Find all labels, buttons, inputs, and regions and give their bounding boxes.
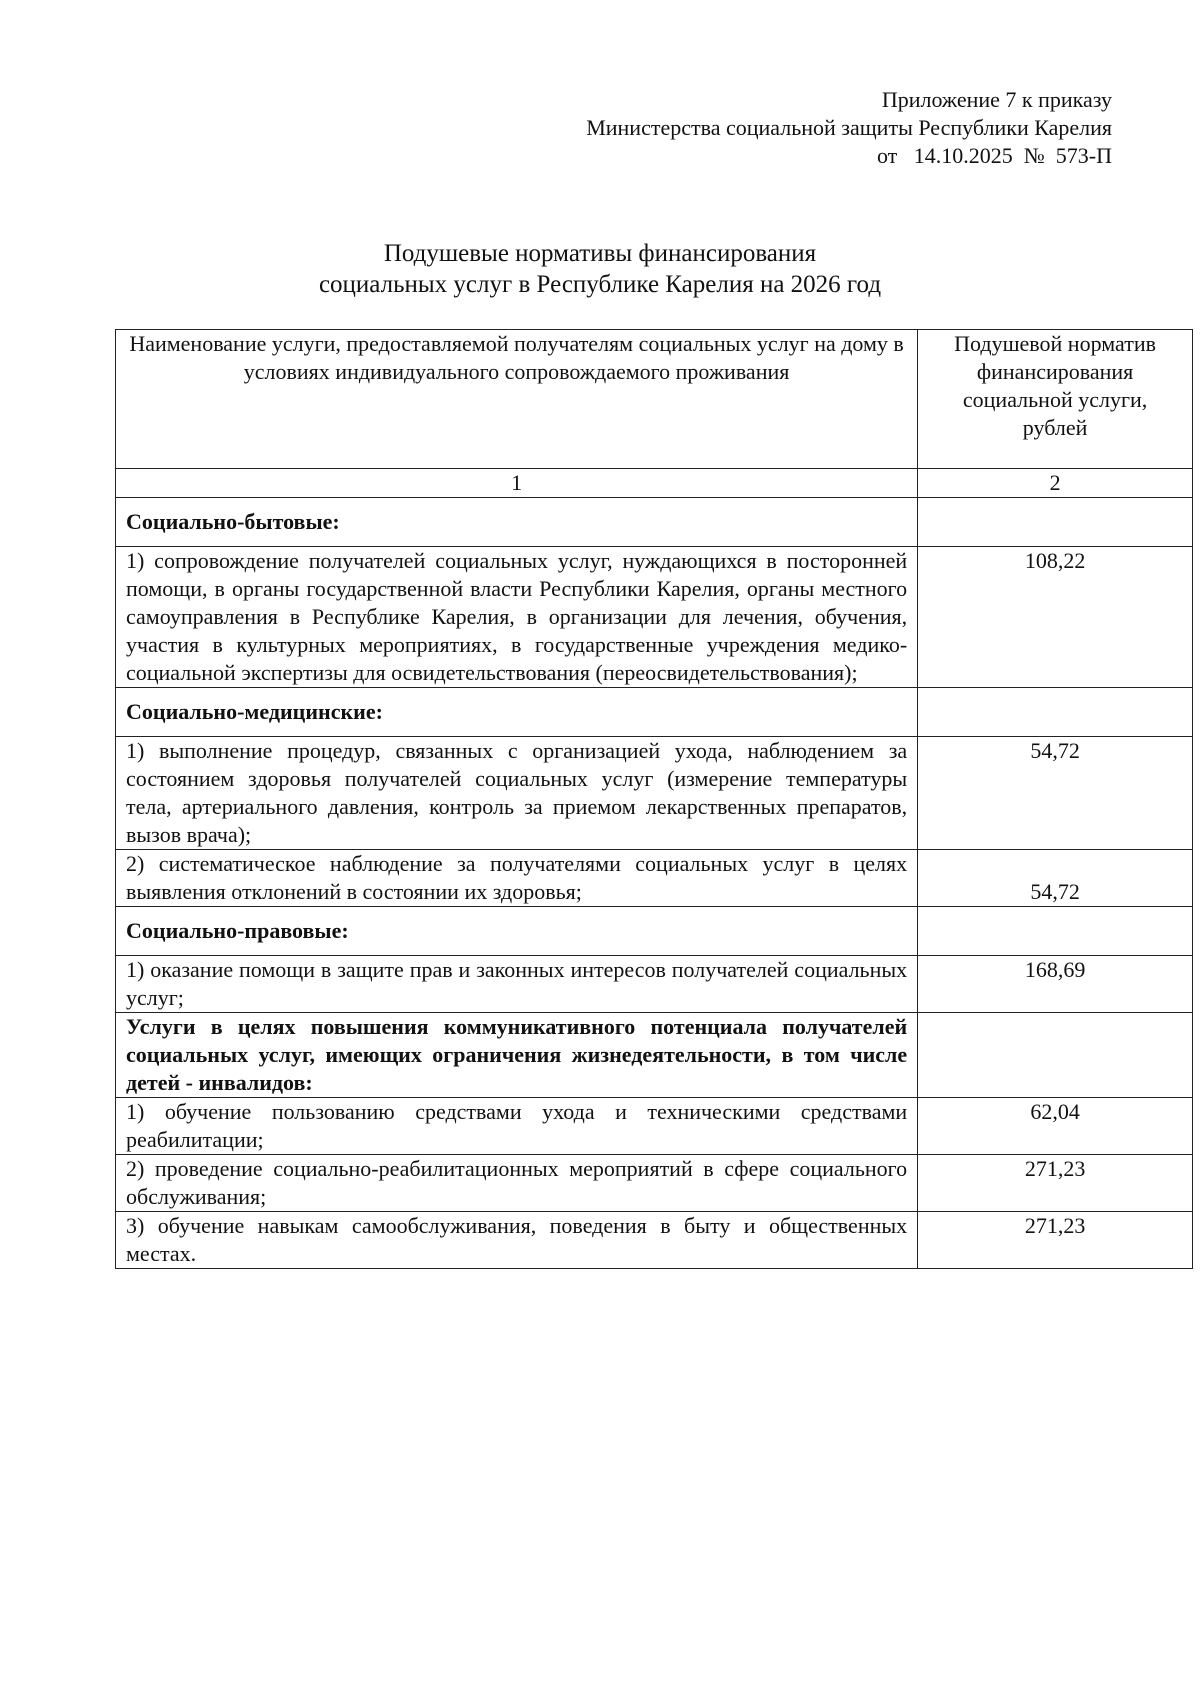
table-row (116, 1098, 1193, 1155)
service-name: 1) обучение пользованию средствами ухода и техническими средствами реабилитации; (116, 1098, 918, 1155)
service-name: 1) выполнение процедур, связанных с организацией ухода, наблюдением за состоянием здоровья получателей социальных услуг (измерение температуры тела, артериального давления, контроль за приемом лекарственных препаратов, вызов врача); (116, 737, 918, 850)
table-row (116, 737, 1193, 850)
appendix-line-3: от 14.10.2025 № 573-П (876, 143, 1112, 168)
service-norm-value: 54,72 (918, 850, 1193, 907)
category-title: Социально-медицинские: (116, 688, 918, 737)
category-row (116, 1013, 1193, 1098)
table-row (116, 956, 1193, 1013)
table-row (116, 1212, 1193, 1269)
title-line-1: Подушевые нормативы финансирования (383, 240, 817, 267)
table-header-row (116, 330, 1193, 469)
title-line-2: социальных услуг в Республике Карелия на 2026 год (318, 271, 882, 298)
table-row (116, 850, 1193, 907)
category-title: Социально-правовые: (116, 907, 918, 956)
service-name: 1) оказание помощи в защите прав и законных интересов получателей социальных услуг; (116, 956, 918, 1013)
service-norm-value: 108,22 (918, 547, 1193, 688)
service-name: 3) обучение навыкам самообслуживания, поведения в быту и общественных местах. (116, 1212, 918, 1269)
category-value-empty (918, 1013, 1193, 1098)
column-number-2: 2 (918, 469, 1193, 498)
service-norm-value: 62,04 (918, 1098, 1193, 1155)
header-service-name: Наименование услуги, предоставляемой получателям социальных услуг на дому в условиях индивидуального сопровождаемого проживания (116, 330, 918, 469)
header-norm: Подушевой норматив финансирования социальной услуги, рублей (918, 330, 1193, 469)
service-name: 2) систематическое наблюдение за получателями социальных услуг в целях выявления отклонений в состоянии их здоровья; (116, 850, 918, 907)
service-norm-value: 271,23 (918, 1155, 1193, 1212)
category-row (116, 498, 1193, 547)
service-norm-value: 271,23 (918, 1212, 1193, 1269)
category-row (116, 907, 1193, 956)
category-value-empty (918, 907, 1193, 956)
document-title (0, 238, 1200, 300)
table-row (116, 1155, 1193, 1212)
column-number-row (116, 469, 1193, 498)
appendix-line-1: Приложение 7 к приказу (881, 87, 1112, 112)
category-value-empty (918, 498, 1193, 547)
category-value-empty (918, 688, 1193, 737)
service-name: 1) сопровождение получателей социальных услуг, нуждающихся в посторонней помощи, в органы государственной власти Республики Карелия, органы местного самоуправления в Республике Карелия, в организации для лечения, обучения, участия в культурных мероприятиях, в государственные учреждения медико-социальной экспертизы для освидетельствования (переосвидетельствования); (116, 547, 918, 688)
service-name: 2) проведение социально-реабилитационных мероприятий в сфере социального обслуживания; (116, 1155, 918, 1212)
category-title: Услуги в целях повышения коммуникативного потенциала получателей социальных услуг, имеющих ограничения жизнедеятельности, в том числе детей - инвалидов: (116, 1013, 918, 1098)
category-title: Социально-бытовые: (116, 498, 918, 547)
service-norm-value: 168,69 (918, 956, 1193, 1013)
appendix-line-2: Министерства социальной защиты Республики Карелия (586, 115, 1112, 140)
service-norm-value: 54,72 (918, 737, 1193, 850)
category-row (116, 688, 1193, 737)
appendix-reference (586, 86, 1112, 170)
table-row (116, 547, 1193, 688)
column-number-1: 1 (116, 469, 918, 498)
norms-table (115, 329, 1193, 1269)
